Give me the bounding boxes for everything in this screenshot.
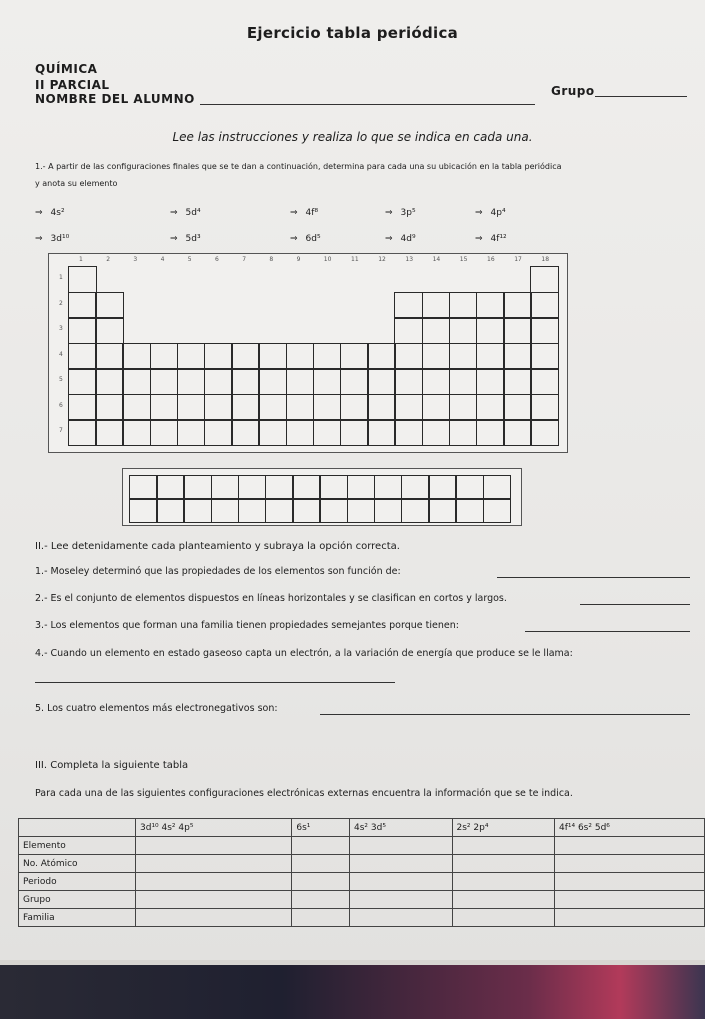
f-block-cell[interactable] [347, 475, 376, 500]
element-cell[interactable] [530, 394, 559, 421]
element-cell[interactable] [286, 343, 315, 370]
element-cell[interactable] [503, 368, 532, 395]
periodic-table-grid [48, 253, 568, 453]
instructions-text: Lee las instrucciones y realiza lo que se indica en cada una. [172, 130, 533, 144]
element-cell[interactable] [422, 292, 451, 319]
group-number: 15 [459, 256, 468, 263]
element-cell[interactable] [258, 394, 287, 421]
f-block-cell[interactable] [129, 498, 158, 523]
group-number: 5 [187, 256, 192, 263]
element-cell[interactable] [313, 394, 342, 421]
f-block-cell[interactable] [347, 498, 376, 523]
element-cell[interactable] [476, 419, 505, 446]
element-cell[interactable] [258, 343, 287, 370]
term-label: II PARCIAL [35, 78, 110, 92]
element-cell[interactable] [530, 292, 559, 319]
answer-cell[interactable] [350, 891, 452, 909]
element-cell[interactable] [258, 419, 287, 446]
configuration-table [18, 818, 705, 927]
row-label: No. Atómico [19, 855, 136, 873]
element-cell[interactable] [313, 343, 342, 370]
element-cell[interactable] [449, 317, 478, 344]
f-block-cell[interactable] [401, 475, 430, 500]
f-block-cell[interactable] [129, 475, 158, 500]
f-block-cell[interactable] [211, 475, 240, 500]
f-block-cell[interactable] [183, 498, 212, 523]
answer-cell[interactable] [136, 873, 292, 891]
element-cell[interactable] [449, 292, 478, 319]
answer-cell[interactable] [452, 909, 554, 927]
element-cell[interactable] [530, 317, 559, 344]
element-cell[interactable] [95, 292, 124, 319]
element-cell[interactable] [313, 419, 342, 446]
element-cell[interactable] [95, 317, 124, 344]
arrow-icon: ⇒ [170, 208, 178, 218]
subject-label: QUÍMICA [35, 62, 98, 76]
group-number: 17 [514, 256, 522, 263]
element-cell[interactable] [449, 394, 478, 421]
group-number: 1 [79, 256, 83, 263]
row-label: Elemento [19, 837, 136, 855]
element-cell[interactable] [204, 343, 233, 370]
table-corner [19, 819, 136, 837]
element-cell[interactable] [394, 419, 423, 446]
section2-heading: II.- Lee detenidamente cada planteamiento y subraya la opción correcta. [35, 541, 400, 552]
table-row [19, 891, 705, 909]
column-header: 4f¹⁴ 6s² 5d⁶ [554, 819, 704, 837]
arrow-icon: ⇒ [290, 208, 298, 218]
group-number: 8 [269, 256, 274, 263]
question-text: 3.- Los elementos que forman una familia tienen propiedades semejantes porque tienen: [35, 620, 459, 631]
element-cell[interactable] [422, 368, 451, 395]
question-text: 4.- Cuando un elemento en estado gaseoso capta un electrón, a la variación de energía que produce se le llama: [35, 648, 573, 659]
element-cell[interactable] [177, 368, 206, 395]
period-number: 1 [59, 274, 63, 281]
f-block-cell[interactable] [374, 475, 403, 500]
column-header: 3d¹⁰ 4s² 4p⁵ [136, 819, 292, 837]
element-cell[interactable] [122, 368, 151, 395]
element-cell[interactable] [204, 419, 233, 446]
element-cell[interactable] [394, 343, 423, 370]
element-cell[interactable] [68, 394, 97, 421]
configuration-item [170, 208, 201, 218]
arrow-icon: ⇒ [290, 234, 298, 244]
element-cell[interactable] [122, 343, 151, 370]
f-block-cell[interactable] [483, 475, 512, 500]
element-cell[interactable] [68, 292, 97, 319]
element-cell[interactable] [68, 266, 97, 293]
arrow-icon: ⇒ [475, 234, 483, 244]
element-cell[interactable] [340, 368, 369, 395]
answer-cell[interactable] [136, 837, 292, 855]
element-cell[interactable] [476, 394, 505, 421]
element-cell[interactable] [177, 343, 206, 370]
configuration-text: 4f⁸ [305, 208, 319, 218]
f-block-cell[interactable] [455, 498, 484, 523]
configuration-item [170, 234, 201, 244]
configuration-item [35, 208, 65, 218]
group-label: Grupo [551, 84, 595, 98]
group-number: 12 [378, 256, 386, 263]
f-block-cell[interactable] [156, 498, 185, 523]
table-row [19, 909, 705, 927]
arrow-icon: ⇒ [475, 208, 483, 218]
row-label: Familia [19, 909, 136, 927]
element-cell[interactable] [313, 368, 342, 395]
element-cell[interactable] [122, 419, 151, 446]
group-number: 2 [106, 256, 111, 263]
element-cell[interactable] [394, 394, 423, 421]
group-number: 6 [215, 256, 219, 263]
configuration-text: 5d³ [185, 234, 201, 244]
answer-cell[interactable] [452, 873, 554, 891]
element-cell[interactable] [503, 419, 532, 446]
arrow-icon: ⇒ [385, 208, 393, 218]
f-block-cell[interactable] [374, 498, 403, 523]
question-text: 2.- Es el conjunto de elementos dispuestos en líneas horizontales y se clasifican en cortos y largos. [35, 593, 507, 604]
f-block-cell[interactable] [428, 498, 457, 523]
arrow-icon: ⇒ [385, 234, 393, 244]
student-name-label: NOMBRE DEL ALUMNO [35, 92, 195, 106]
answer-cell[interactable] [292, 891, 350, 909]
answer-line[interactable] [525, 631, 690, 632]
answer-cell[interactable] [136, 909, 292, 927]
element-cell[interactable] [258, 368, 287, 395]
element-cell[interactable] [177, 394, 206, 421]
group-number: 11 [351, 256, 359, 263]
element-cell[interactable] [503, 317, 532, 344]
f-block-cell[interactable] [156, 475, 185, 500]
f-block-cell[interactable] [265, 498, 294, 523]
element-cell[interactable] [422, 419, 451, 446]
answer-cell[interactable] [136, 855, 292, 873]
element-cell[interactable] [503, 343, 532, 370]
f-block-cell[interactable] [401, 498, 430, 523]
element-cell[interactable] [231, 368, 260, 395]
answer-cell[interactable] [350, 909, 452, 927]
configuration-text: 4p⁴ [490, 208, 506, 218]
period-number: 7 [59, 427, 63, 434]
answer-cell[interactable] [292, 855, 350, 873]
element-cell[interactable] [150, 343, 179, 370]
element-cell[interactable] [150, 394, 179, 421]
group-number: 4 [160, 256, 165, 263]
element-cell[interactable] [449, 343, 478, 370]
arrow-icon: ⇒ [35, 208, 43, 218]
f-block-cell[interactable] [183, 475, 212, 500]
period-number: 2 [59, 299, 63, 307]
arrow-icon: ⇒ [35, 234, 43, 244]
element-cell[interactable] [530, 266, 559, 293]
group-number: 14 [432, 256, 441, 263]
arrow-icon: ⇒ [170, 234, 178, 244]
answer-cell[interactable] [350, 873, 452, 891]
element-cell[interactable] [476, 292, 505, 319]
f-block-cell[interactable] [455, 475, 484, 500]
element-cell[interactable] [340, 343, 369, 370]
answer-cell[interactable] [452, 837, 554, 855]
element-cell[interactable] [286, 394, 315, 421]
element-cell[interactable] [177, 419, 206, 446]
answer-cell[interactable] [292, 837, 350, 855]
section1-prompt-line2: y anota su elemento [35, 179, 118, 188]
answer-cell[interactable] [350, 837, 452, 855]
element-cell[interactable] [394, 368, 423, 395]
configuration-text: 4s² [50, 208, 65, 218]
group-number: 7 [242, 256, 247, 263]
configuration-text: 3d¹⁰ [50, 234, 70, 244]
element-cell[interactable] [68, 419, 97, 446]
section3-instruction: Para cada una de las siguientes configuraciones electrónicas externas encuentra la información que se te indica. [35, 788, 573, 799]
configuration-item [290, 234, 321, 244]
group-number: 9 [296, 256, 301, 263]
configuration-text: 4f¹² [490, 234, 507, 244]
answer-cell[interactable] [554, 909, 704, 927]
element-cell[interactable] [150, 368, 179, 395]
configuration-item [475, 208, 506, 218]
period-number: 6 [59, 401, 63, 409]
element-cell[interactable] [449, 419, 478, 446]
element-cell[interactable] [367, 368, 396, 395]
question-text: 5. Los cuatro elementos más electronegativos son: [35, 703, 278, 714]
configuration-item [35, 234, 69, 244]
element-cell[interactable] [204, 394, 233, 421]
answer-line[interactable] [497, 577, 690, 578]
answer-cell[interactable] [452, 891, 554, 909]
row-label: Grupo [19, 891, 136, 909]
element-cell[interactable] [150, 419, 179, 446]
element-cell[interactable] [68, 368, 97, 395]
answer-line[interactable] [320, 714, 690, 715]
element-cell[interactable] [340, 419, 369, 446]
student-name-field[interactable] [200, 104, 535, 105]
element-cell[interactable] [476, 317, 505, 344]
answer-cell[interactable] [136, 891, 292, 909]
group-field[interactable] [595, 96, 687, 97]
background-fabric [0, 965, 705, 1019]
element-cell[interactable] [340, 394, 369, 421]
element-cell[interactable] [231, 419, 260, 446]
element-cell[interactable] [231, 394, 260, 421]
column-header: 6s¹ [292, 819, 350, 837]
group-number: 13 [405, 256, 414, 263]
table-row [19, 855, 705, 873]
page-title: Ejercicio tabla periódica [246, 24, 459, 42]
configuration-text: 6d⁵ [305, 234, 321, 244]
answer-cell[interactable] [292, 909, 350, 927]
configuration-text: 3p⁵ [400, 208, 416, 218]
element-cell[interactable] [367, 419, 396, 446]
period-number: 4 [59, 350, 63, 358]
answer-cell[interactable] [292, 873, 350, 891]
element-cell[interactable] [231, 343, 260, 370]
element-cell[interactable] [394, 292, 423, 319]
element-cell[interactable] [122, 394, 151, 421]
answer-line[interactable] [580, 604, 690, 605]
element-cell[interactable] [503, 292, 532, 319]
element-cell[interactable] [422, 394, 451, 421]
configuration-item [475, 234, 507, 244]
column-header: 2s² 2p⁴ [452, 819, 554, 837]
element-cell[interactable] [95, 343, 124, 370]
configuration-text: 4d⁹ [400, 234, 416, 244]
element-cell[interactable] [530, 343, 559, 370]
row-label: Periodo [19, 873, 136, 891]
f-block-cell[interactable] [265, 475, 294, 500]
answer-line[interactable] [35, 682, 395, 683]
element-cell[interactable] [286, 419, 315, 446]
group-number: 18 [541, 256, 550, 263]
element-cell[interactable] [367, 394, 396, 421]
f-block-cell[interactable] [292, 498, 321, 523]
question-text: 1.- Moseley determinó que las propiedades de los elementos son función de: [35, 566, 401, 577]
answer-cell[interactable] [452, 855, 554, 873]
group-number: 16 [487, 256, 495, 263]
element-cell[interactable] [530, 419, 559, 446]
answer-cell[interactable] [554, 837, 704, 855]
f-block-cell[interactable] [211, 498, 240, 523]
f-block-grid [122, 468, 522, 526]
element-cell[interactable] [394, 317, 423, 344]
answer-cell[interactable] [554, 891, 704, 909]
configuration-item [290, 208, 318, 218]
element-cell[interactable] [422, 343, 451, 370]
element-cell[interactable] [204, 368, 233, 395]
answer-cell[interactable] [350, 855, 452, 873]
element-cell[interactable] [422, 317, 451, 344]
element-cell[interactable] [476, 368, 505, 395]
section3-heading: III. Completa la siguiente tabla [35, 760, 189, 771]
element-cell[interactable] [95, 394, 124, 421]
section1-prompt-line1: 1.- A partir de las configuraciones finales que se te dan a continuación, determina para cada una su ubicación en la tabla periódica [35, 162, 562, 171]
period-number: 5 [59, 376, 63, 383]
table-row [19, 837, 705, 855]
configuration-item [385, 234, 416, 244]
element-cell[interactable] [95, 368, 124, 395]
element-cell[interactable] [68, 317, 97, 344]
element-cell[interactable] [449, 368, 478, 395]
answer-cell[interactable] [554, 855, 704, 873]
element-cell[interactable] [286, 368, 315, 395]
configuration-text: 5d⁴ [185, 208, 201, 218]
element-cell[interactable] [530, 368, 559, 395]
element-cell[interactable] [476, 343, 505, 370]
f-block-cell[interactable] [238, 498, 267, 523]
configuration-item [385, 208, 416, 218]
f-block-cell[interactable] [428, 475, 457, 500]
f-block-cell[interactable] [319, 498, 348, 523]
element-cell[interactable] [95, 419, 124, 446]
element-cell[interactable] [503, 394, 532, 421]
element-cell[interactable] [367, 343, 396, 370]
element-cell[interactable] [68, 343, 97, 370]
group-number: 10 [323, 256, 332, 263]
column-header: 4s² 3d⁵ [350, 819, 452, 837]
f-block-cell[interactable] [483, 498, 512, 523]
f-block-cell[interactable] [238, 475, 267, 500]
group-number: 3 [133, 256, 138, 263]
answer-cell[interactable] [554, 873, 704, 891]
f-block-cell[interactable] [319, 475, 348, 500]
period-number: 3 [59, 325, 63, 332]
f-block-cell[interactable] [292, 475, 321, 500]
table-row [19, 873, 705, 891]
